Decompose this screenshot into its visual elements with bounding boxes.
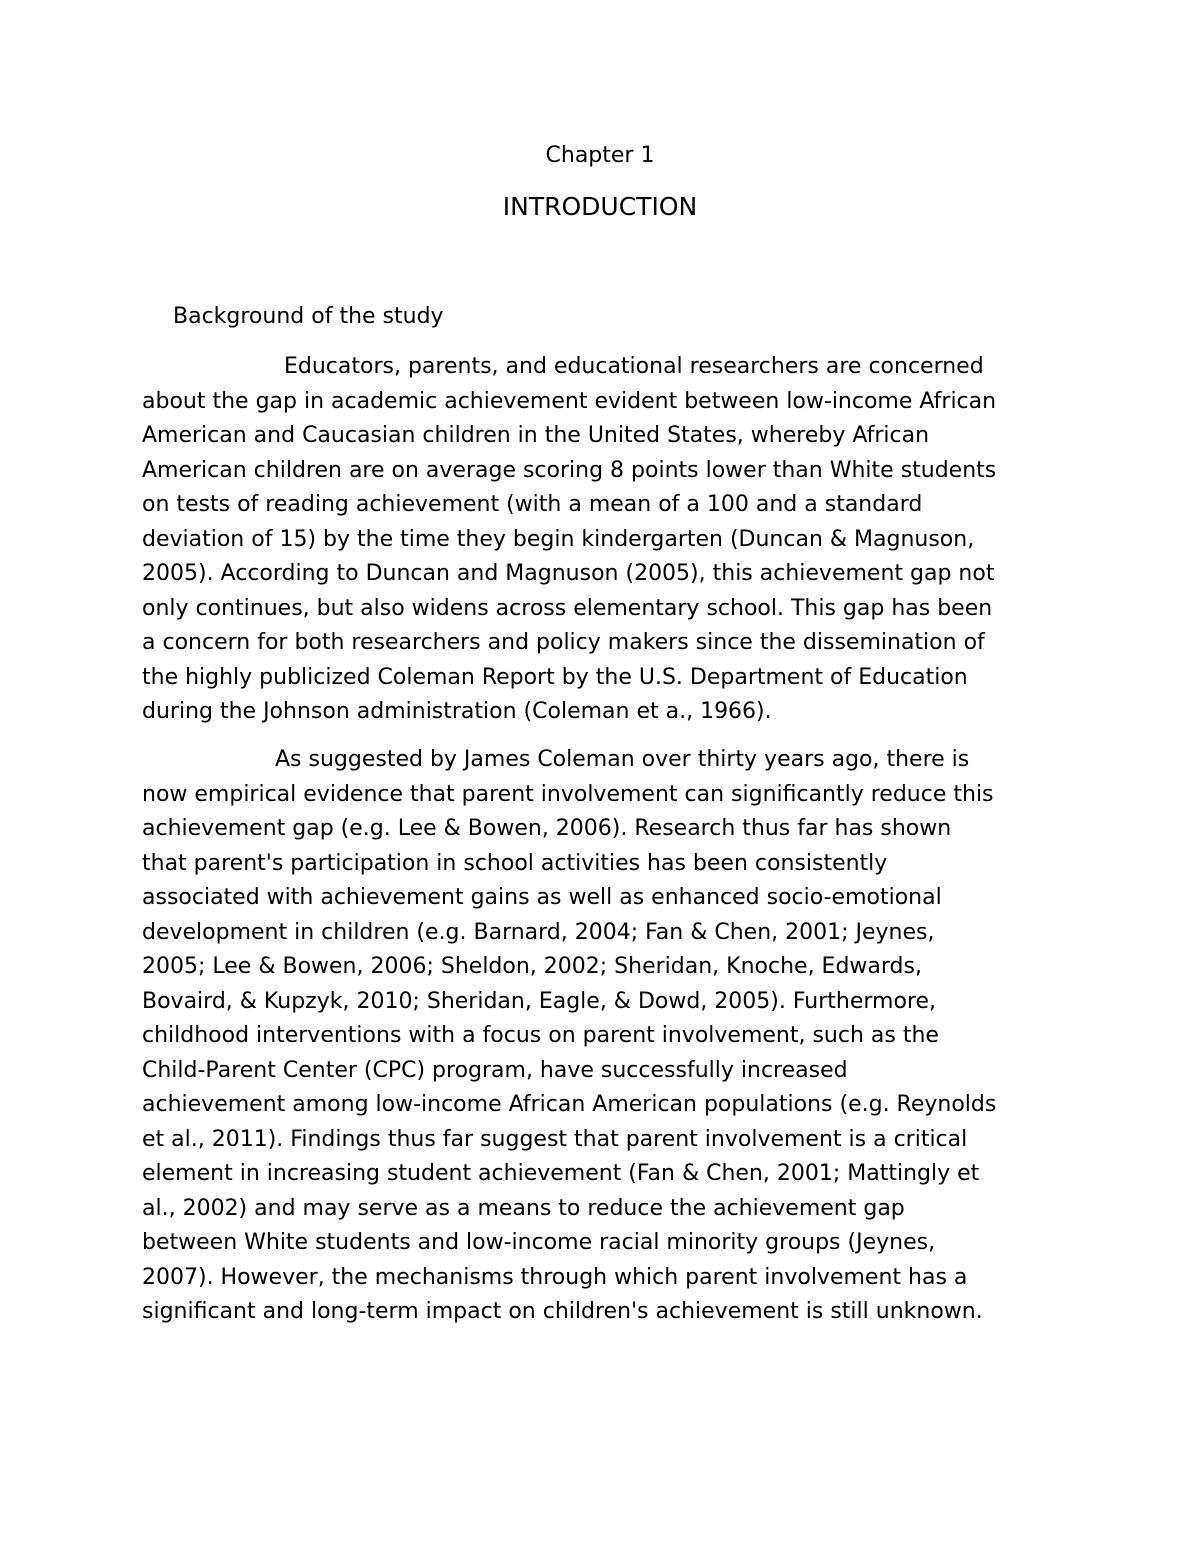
paragraph-line: about the gap in academic achievement evident between low-income African	[142, 388, 997, 414]
chapter-label: Chapter 1	[545, 143, 655, 168]
paragraph-line: achievement among low-income African American populations (e.g. Reynolds	[142, 1092, 997, 1117]
paragraph-line: between White students and low-income racial minority groups (Jeynes,	[142, 1230, 936, 1255]
paragraph-line: Bovaird, & Kupzyk, 2010; Sheridan, Eagle, & Dowd, 2005). Furthermore,	[142, 988, 937, 1014]
paragraph-line: 2005). According to Duncan and Magnuson (2005), this achievement gap not	[142, 561, 995, 586]
paragraph-line: the highly publicized Coleman Report by the U.S. Department of Education	[142, 664, 968, 690]
section-heading: Background of the study	[173, 304, 444, 329]
paragraph-line: 2007). However, the mechanisms through which parent involvement has a	[142, 1264, 968, 1290]
paragraph-line: 2005; Lee & Bowen, 2006; Sheldon, 2002; Sheridan, Knoche, Edwards,	[142, 954, 922, 979]
paragraph-line: now empirical evidence that parent involvement can significantly reduce this	[142, 781, 994, 807]
paragraph-line: American and Caucasian children in the United States, whereby African	[142, 423, 930, 448]
paragraph-line: that parent's participation in school activities has been consistently	[142, 850, 888, 876]
paragraph-line: only continues, but also widens across elementary school. This gap has been	[142, 595, 993, 621]
paragraph-line: deviation of 15) by the time they begin kindergarten (Duncan & Magnuson,	[142, 526, 975, 552]
paragraph-line: As suggested by James Coleman over thirty years ago, there is	[275, 747, 970, 772]
paragraph-line: on tests of reading achievement (with a mean of a 100 and a standard	[142, 492, 923, 517]
paragraph-line: Child-Parent Center (CPC) program, have successfully increased	[142, 1057, 848, 1083]
paragraph-line: al., 2002) and may serve as a means to reduce the achievement gap	[142, 1195, 905, 1221]
paragraph-line: significant and long-term impact on children's achievement is still unknown.	[142, 1299, 983, 1324]
paragraph-line: achievement gap (e.g. Lee & Bowen, 2006). Research thus far has shown	[142, 816, 952, 841]
paragraph-line: Educators, parents, and educational researchers are concerned	[284, 354, 984, 379]
paragraph-line: associated with achievement gains as well as enhanced socio-emotional	[142, 885, 942, 910]
paragraph-line: a concern for both researchers and policy makers since the dissemination of	[142, 630, 985, 655]
paragraph-line: development in children (e.g. Barnard, 2004; Fan & Chen, 2001; Jeynes,	[142, 919, 935, 945]
paragraph-2	[142, 743, 1072, 1330]
paragraph-line: childhood interventions with a focus on parent involvement, such as the	[142, 1023, 939, 1048]
paragraph-line: et al., 2011). Findings thus far suggest that parent involvement is a critical	[142, 1126, 968, 1152]
paragraph-line: element in increasing student achievement (Fan & Chen, 2001; Mattingly et	[142, 1161, 980, 1186]
chapter-title: INTRODUCTION	[502, 192, 698, 221]
paragraph-line: American children are on average scoring 8 points lower than White students	[142, 457, 997, 483]
paragraph-1	[142, 350, 1072, 730]
paragraph-line: during the Johnson administration (Coleman et a., 1966).	[142, 699, 772, 724]
